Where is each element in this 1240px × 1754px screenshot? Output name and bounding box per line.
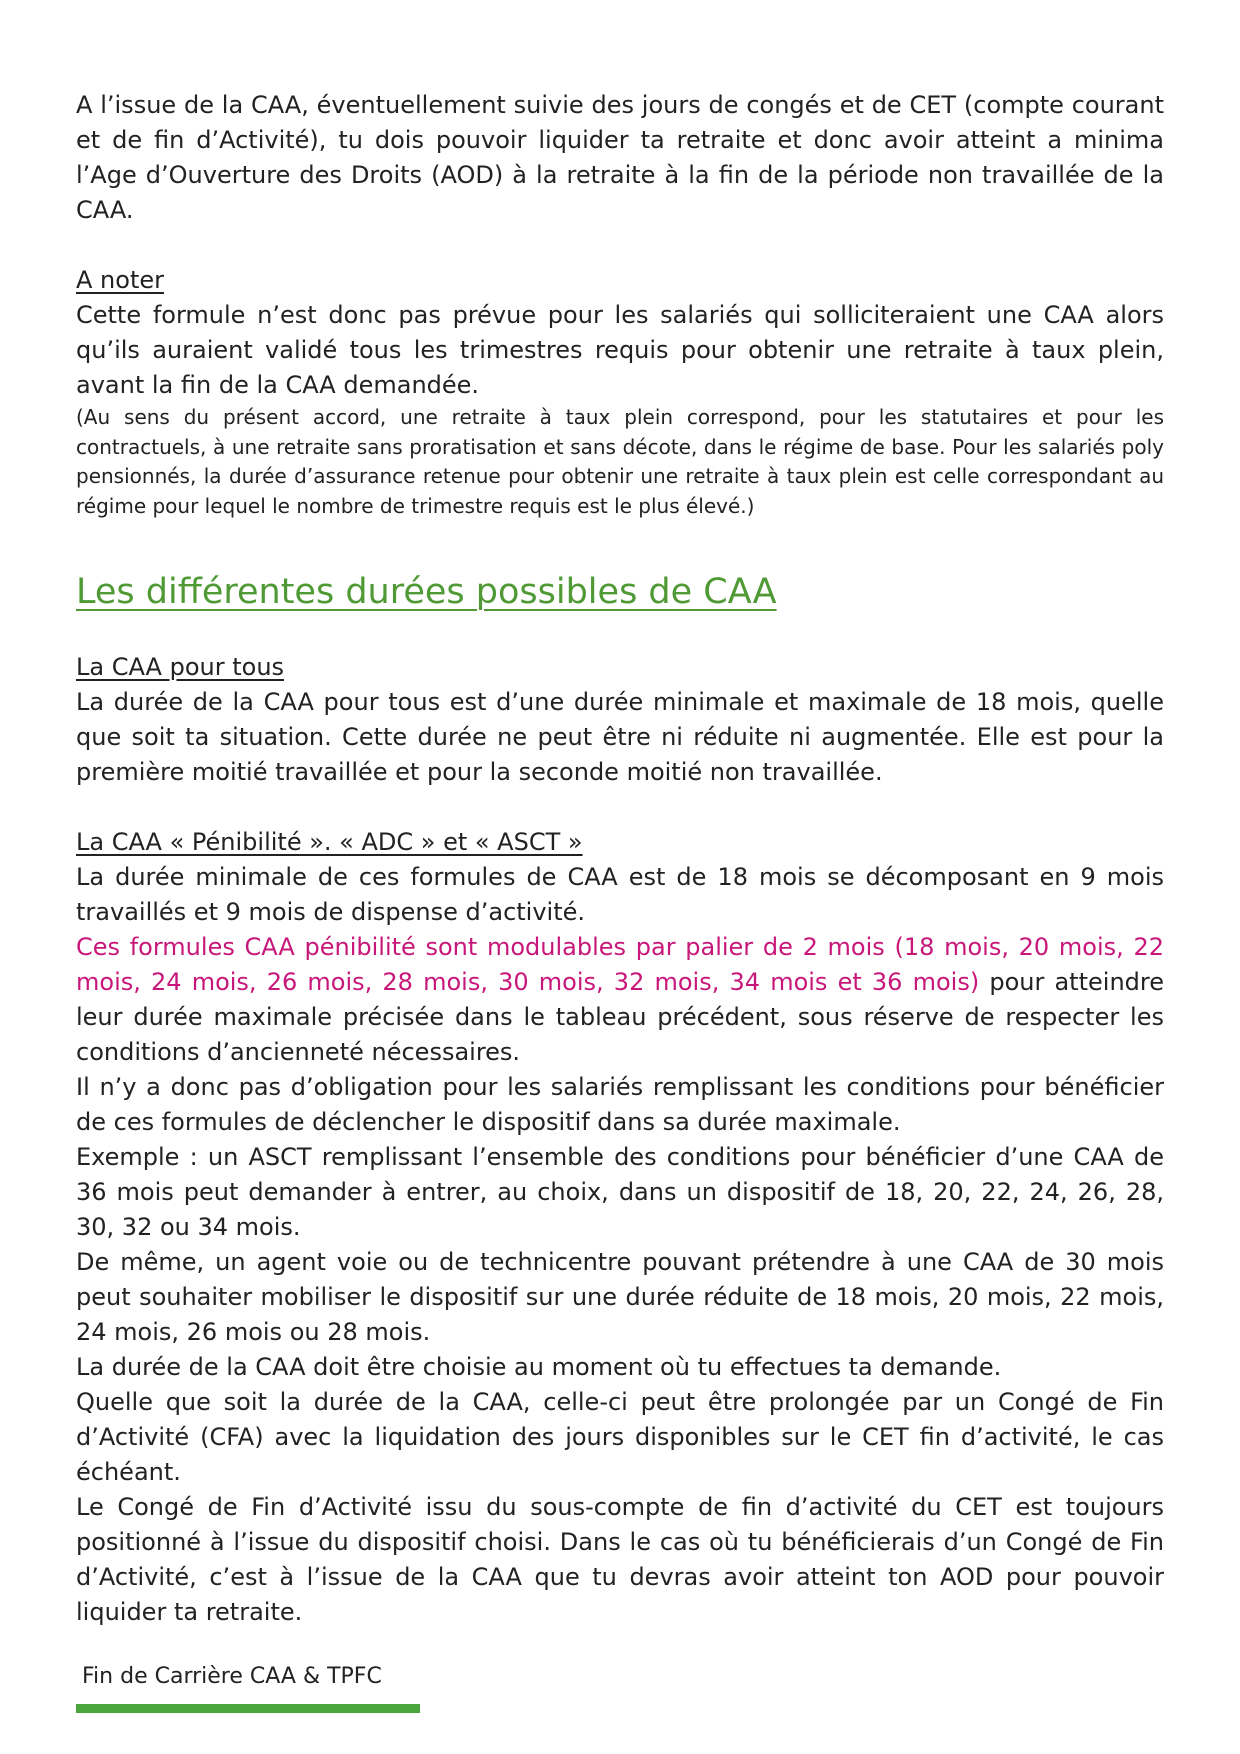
- spacer: [76, 790, 1164, 825]
- caa-penibilite-paragraph-8: Le Congé de Fin d’Activité issu du sous-compte de fin d’activité du CET est toujours positionné à l’issue du dispositif choisi. Dans le cas où tu bénéficierais d’un Congé de Fin d’Activité, c’est à l’issue de la CAA que tu devras avoir atteint ton AOD pour pouvoir liquider ta retraite.: [76, 1493, 1164, 1626]
- note-heading: A noter: [76, 266, 164, 294]
- document-page: [76, 88, 1164, 1630]
- caa-penibilite-paragraph-1: La durée minimale de ces formules de CAA est de 18 mois se décomposant en 9 mois travaillés et 9 mois de dispense d’activité.: [76, 863, 1164, 926]
- intro-paragraph: A l’issue de la CAA, éventuellement suivie des jours de congés et de CET (compte courant et de fin d’Activité), tu dois pouvoir liquider ta retraite et donc avoir atteint a minima l’Age d’Ouverture des Droits (AOD) à la retraite à la fin de la période non travaillée de la CAA.: [76, 91, 1164, 224]
- caa-penibilite-paragraph-2: [76, 930, 1164, 1070]
- spacer: [76, 228, 1164, 263]
- caa-penibilite-paragraph-7: Quelle que soit la durée de la CAA, celle-ci peut être prolongée par un Congé de Fin d’Activité (CFA) avec la liquidation des jours disponibles sur le CET fin d’activité, le cas échéant.: [76, 1388, 1164, 1486]
- caa-tous-body: La durée de la CAA pour tous est d’une durée minimale et maximale de 18 mois, quelle que soit ta situation. Cette durée ne peut être ni réduite ni augmentée. Elle est pour la première moitié travaillée et pour la seconde moitié non travaillée.: [76, 688, 1164, 786]
- spacer: [76, 615, 1164, 650]
- caa-penibilite-heading: La CAA « Pénibilité ». « ADC » et « ASCT »: [76, 828, 583, 856]
- footer-label: Fin de Carrière CAA & TPFC: [82, 1664, 382, 1689]
- caa-penibilite-paragraph-3: Il n’y a donc pas d’obligation pour les salariés remplissant les conditions pour bénéficier de ces formules de déclencher le dispositif dans sa durée maximale.: [76, 1073, 1164, 1136]
- caa-penibilite-paragraph-5: De même, un agent voie ou de technicentre pouvant prétendre à une CAA de 30 mois peut souhaiter mobiliser le dispositif sur une durée réduite de 18 mois, 20 mois, 22 mois, 24 mois, 26 mois ou 28 mois.: [76, 1248, 1164, 1346]
- highlighted-text: Ces formules CAA pénibilité sont modulables par palier de 2 mois (18 mois, 20 mois, 22 mois, 24 mois, 26 mois, 28 mois, 30 mois, 32 mois, 34 mois et 36 mois): [76, 933, 1164, 996]
- caa-penibilite-paragraph-6: La durée de la CAA doit être choisie au moment où tu effectues ta demande.: [76, 1353, 1002, 1381]
- caa-tous-heading: La CAA pour tous: [76, 653, 285, 681]
- spacer: [76, 521, 1164, 569]
- note-body: Cette formule n’est donc pas prévue pour les salariés qui solliciteraient une CAA alors qu’ils auraient validé tous les trimestres requis pour obtenir une retraite à taux plein, avant la fin de la CAA demandée.: [76, 301, 1164, 399]
- section-title: Les différentes durées possibles de CAA: [76, 572, 777, 612]
- caa-penibilite-example: Exemple : un ASCT remplissant l’ensemble des conditions pour bénéficier d’une CAA de 36 mois peut demander à entrer, au choix, dans un dispositif de 18, 20, 22, 24, 26, 28, 30, 32 ou 34 mois.: [76, 1143, 1164, 1241]
- note-small-print: (Au sens du présent accord, une retraite à taux plein correspond, pour les statutaires et pour les contractuels, à une retraite sans proratisation et sans décote, dans le régime de base. Pour les salariés poly pensionnés, la durée d’assurance retenue pour obtenir une retraite à taux plein est celle correspondant au régime pour lequel le nombre de trimestre requis est le plus élevé.): [76, 405, 1164, 518]
- footer-bar: [76, 1704, 420, 1713]
- paragraph-text: pour atteindre leur durée maximale précisée dans le tableau précédent, sous réserve de respecter les conditions d’ancienneté nécessaires.: [76, 968, 1164, 1066]
